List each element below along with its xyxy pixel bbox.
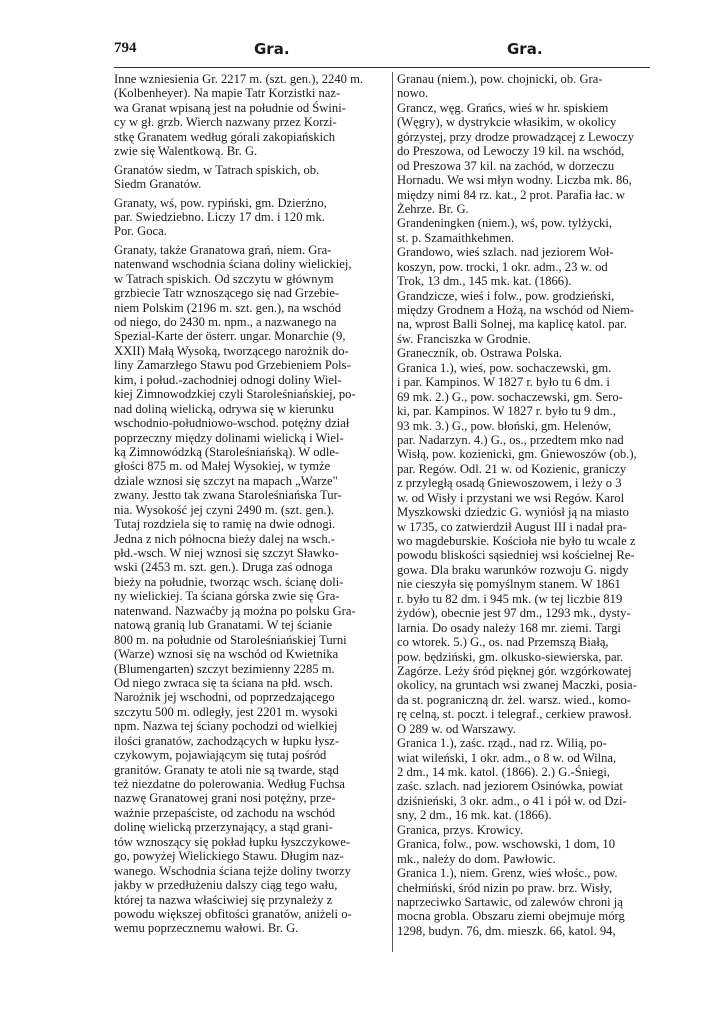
text-line: Granaty, także Granatowa grań, niem. Gra- [114, 242, 332, 257]
text-line: powodu bliskości sąsiedniej wsi kościelnej Re- [397, 548, 635, 563]
text-line: 69 mk. 2.) G., pow. sochaczewski, gm. Sero- [397, 389, 623, 404]
text-line: Granau (niem.), pow. chojnicki, ob. Gra- [397, 72, 603, 86]
text-line: na, wprost Balli Solnej, ma kaplicę katol. par. [397, 317, 627, 332]
text-line: Siedm Granatów. [114, 177, 202, 192]
text-line: powodu większej obfitości granatów, aniżeli o- [114, 906, 352, 921]
text-line: okolicy, na gruntach wsi zwanej Maczki, posia- [397, 678, 637, 693]
text-line: w Tatrach spiskich. Od szczytu w głównym [114, 271, 334, 286]
text-line: jakby w przedłużeniu dalszy ciąg tego wału, [114, 878, 338, 893]
text-line: granitów. Granaty te atoli nie są twarde, stąd [114, 762, 339, 777]
text-line: ką Zimnowódzką (Staroleśniańską). W odle- [114, 444, 340, 459]
text-line: mk., należy do dom. Pawłowic. [397, 851, 556, 866]
text-line: tów wznoszący się pokład łupku łyszczykowe- [114, 834, 351, 849]
text-line: natenwand. Nazwaćby ją można po polsku Gra- [114, 603, 356, 618]
text-line: ki, par. Kampinos. W 1827 r. było tu 9 dm., [397, 404, 616, 419]
text-line: mocna grobla. Obszaru ziemi obejmuje mórg [397, 909, 625, 924]
text-line: Spezial-Karte der österr. ungar. Monarchie (9, [114, 329, 346, 344]
text-line: Zagórze. Leży śród pięknej gór. wzgórkowatej [397, 663, 632, 678]
text-line: Granica 1.), zaśc. rząd., nad rz. Wilią, po- [397, 736, 607, 751]
text-line: wanego. Wschodnia ściana tejże doliny tworzy [114, 863, 351, 878]
text-line: Granica, przys. Krowicy. [397, 822, 524, 837]
text-line: 800 m. na południe od Staroleśniańskiej Turni [114, 632, 347, 647]
text-line: poprzeczny między dolinami wielicką i Wiel- [114, 430, 344, 445]
text-line: larnia. Do osady należy 168 mr. ziemi. Targi [397, 620, 621, 635]
text-line: bieży na południe, tworząc wsch. ścianę doli- [114, 574, 344, 589]
text-line: zwie się Walentkową. Br. G. [114, 144, 258, 159]
text-line: 1298, budyn. 76, dm. mieszk. 66, katol. 94, [397, 923, 616, 938]
text-line: (Blumengarten) szczyt bezimienny 2285 m. [114, 661, 335, 676]
text-line: kim, i połud.-zachodniej odnogi doliny Wiel- [114, 372, 342, 387]
text-line: dziśnieński, 3 okr. adm., o 41 i pół w. od Dzi- [397, 793, 627, 808]
text-line: nazwę Granatowej grani nosi potężny, prze- [114, 791, 336, 806]
text-line: pow. będziński, gm. olkusko-siewierska, par. [397, 649, 624, 664]
text-line: nie cieszyła się pomyślnym stanem. W 1861 [397, 577, 621, 592]
text-line: XXII) Małą Wysoką, tworzącego narożnik do- [114, 343, 349, 358]
text-line: zaśc. szlach. nad jeziorem Osinówka, powiat [397, 779, 623, 794]
text-line: O 289 w. od Warszawy. [397, 721, 516, 736]
text-line: w 1735, co zatwierdził August III i nadał pra- [397, 519, 627, 534]
text-line: 93 mk. 3.) G., pow. błoński, gm. Helenów, [397, 418, 612, 433]
text-line: wschodnio-południowo-wschod. potężny dział [114, 416, 350, 431]
text-line: Tutaj rozdziela się to ramię na dwie odnogi. [114, 517, 336, 532]
text-line: par. Swiedziebno. Liczy 17 dm. i 120 mk. [114, 209, 325, 224]
text-line: i par. Kampinos. W 1827 r. było tu 6 dm. i [397, 375, 610, 390]
text-line: Granica 1.), wieś, pow. sochaczewski, gm. [397, 360, 612, 375]
text-line: Od niego zwraca się ta ściana na płd. wsch. [114, 675, 333, 690]
text-line: też niezdatne do polerowania. Według Fuchsa [114, 777, 345, 791]
text-line: Grandzicze, wieś i folw., pow. grodzieński, [397, 288, 615, 303]
text-line: nad doliną wielicką, odrywa się w kierunku [114, 401, 334, 416]
text-line: wiat wileński, 1 okr. adm., o 8 w. od Wilna, [397, 750, 617, 765]
text-line: npm. Nazwa tej ściany pochodzi od wielkiej [114, 719, 338, 734]
text-line: szczytu 500 m. odległy, jest 2201 m. wysoki [114, 704, 338, 719]
text-line: wo magdeburskie. Kościoła nie było tu wcale z [397, 534, 636, 548]
text-line: liny Zamarzłego Stawu pod Grzebieniem Pols- [114, 358, 351, 373]
text-line: Wisłą, pow. kozienicki, gm. Gniewoszów (ob.), [397, 447, 637, 462]
text-line: naprzeciwko Sartawic, od zalewów chroni ją [397, 894, 623, 909]
text-line: ważnie przepaściste, od zachodu na wschód [114, 805, 335, 820]
text-line: Jedna z nich północna bieży dalej na wsch.- [114, 531, 336, 546]
left-column [114, 72, 393, 952]
text-line: górzystej, przy drodze prowadzącej z Lewoczy [397, 129, 635, 144]
text-line: natenwand wschodnia ściana doliny wielickiej, [114, 257, 352, 272]
text-line: od niego, do 2430 m. npm., a nazwanego na [114, 315, 337, 329]
text-line: czykowym, pojawiającym się tutaj pośród [114, 748, 327, 763]
text-line: żydów), obecnie jest 97 dm., 1293 mk., dysty- [397, 606, 631, 621]
text-line: koszyn, pow. trocki, 1 okr. adm., 23 w. od [397, 259, 608, 274]
text-line: od Preszowa 37 kil. na zachód, w dorzeczu [397, 158, 615, 173]
running-head-left: Gra. [254, 40, 290, 58]
header-rule [114, 67, 650, 68]
text-line: Żehrze. Br. G. [397, 201, 469, 216]
right-column [397, 72, 655, 938]
text-line: cy w gł. grzb. Wierch nazwany przez Korzi- [114, 115, 337, 130]
text-line: z przyległą osadą Gniewoszowem, i leży o 3 [397, 476, 622, 491]
text-line: grzbiecie Tatr wznoszącego się nad Grzebie- [114, 286, 340, 301]
text-line: w. od Wisły i przystani we wsi Regów. Karol [397, 490, 625, 505]
text-line: dziale wznosi się szczyt na mapach „Warze" [114, 473, 338, 488]
text-line: Hornadu. We wsi młyn wodny. Liczba mk. 86, [397, 173, 632, 188]
text-line: wa Granat wpisaną jest na południe od Świni- [114, 100, 346, 115]
text-line: kiej Zimnowodzkiej czyli Staroleśniańskiej, po- [114, 387, 356, 402]
text-line: dolinę wielicką przerzynający, a stąd grani- [114, 820, 333, 835]
text-line: Narożnik jej wschodni, od poprzedzającego [114, 690, 335, 705]
text-line: ilości granatów, zachodzących w łupku łysz- [114, 733, 340, 748]
text-line: płd.-wsch. W niej wznosi się szczyt Sławko- [114, 546, 339, 560]
text-line: zwany. Jestto tak zwana Staroleśniańska Tur- [114, 488, 342, 503]
text-line: stkę Granatem według górali zakopiańskich [114, 129, 336, 144]
text-line: wski (2453 m. szt. gen.). Druga zaś odnoga [114, 560, 333, 575]
text-line: sny, 2 dm., 16 mk. kat. (1866). [397, 808, 552, 823]
text-line: nia. Wysokość jej czyni 2490 m. (szt. gen.). [114, 502, 335, 517]
text-line: której ta nazwa właściwiej się przynależy z [114, 892, 333, 907]
text-line: głości 875 m. od Małej Wysokiej, w tymże [114, 459, 331, 474]
text-line: Graneczník, ob. Ostrawa Polska. [397, 346, 563, 361]
text-line: natową granią lub Granatami. W tej ścianie [114, 618, 333, 633]
text-line: co wtorek. 5.) G., os. nad Przemszą Białą, [397, 635, 609, 650]
text-line: Grandowo, wieś szlach. nad jeziorem Woł- [397, 245, 614, 260]
text-line: nowo. [397, 86, 429, 101]
text-line: (Kolbenheyer). Na mapie Tatr Korzistki naz- [114, 86, 341, 101]
text-line: par. Nadarzyn. 4.) G., os., przedtem mko nad [397, 432, 624, 447]
text-line: między nimi 84 rz. kat., 2 prot. Parafia łac. w [397, 187, 626, 202]
text-line: Granatów siedm, w Tatrach spiskich, ob. [114, 162, 320, 177]
text-line: st. p. Szamaithkehmen. [397, 230, 515, 245]
text-line: 2 dm., 14 mk. katol. (1866). 2.) G.-Śniegi, [397, 765, 611, 779]
text-line: ny wielickiej. Ta ściana górska zwie się Gra- [114, 589, 340, 604]
text-line: Grancz, węg. Grańcs, wieś w hr. spiskiem [397, 100, 609, 115]
text-line: Granica 1.), niem. Grenz, wieś włośc., pow. [397, 866, 618, 881]
text-line: między Grodnem a Hożą, na wschód od Niem- [397, 303, 635, 317]
text-line: Myszkowski dziedzic G. wyniósł ją na miasto [397, 505, 629, 520]
text-line: niem Polskim (2196 m. szt. gen.), na wschód [114, 300, 342, 315]
text-line: Inne wzniesienia Gr. 2217 m. (szt. gen.), 2240 m. [114, 72, 364, 86]
text-line: do Preszowa, od Lewoczy 19 kil. na wschód, [397, 144, 625, 159]
text-line: Granica, folw., pow. wschowski, 1 dom, 10 [397, 837, 616, 852]
page-header [114, 40, 650, 62]
text-line: gowa. Dla braku warunków rozwoju G. nigdy [397, 562, 629, 577]
text-line: rę celną, st. poczt. i telegraf., cerkiew prawosł. [397, 707, 632, 722]
text-line: Granaty, wś, pow. rypiński, gm. Dzierżno, [114, 195, 327, 210]
text-line: chełmiński, śród nizin po praw. brz. Wisły, [397, 880, 613, 895]
text-line: Grandeningken (niem.), wś, pow. tylżycki, [397, 216, 612, 231]
text-line: r. było tu 82 dm. i 945 mk. (w tej liczbie 819 [397, 591, 623, 606]
text-line: Por. Goca. [114, 224, 167, 239]
text-line: Trok, 13 dm., 145 mk. kat. (1866). [397, 274, 572, 289]
text-line: (Węgry), w dystrykcie własikim, w okolicy [397, 115, 617, 130]
text-line: go, powyżej Wielickiego Stawu. Długim naz- [114, 849, 344, 864]
running-head-right: Gra. [507, 40, 543, 58]
text-line: (Warze) wznosi się na wschód od Kwietnika [114, 647, 339, 662]
text-line: wemu poprzecznemu wałowi. Br. G. [114, 921, 299, 936]
page-number: 794 [114, 40, 137, 56]
text-line: św. Franciszka w Grodnie. [397, 331, 531, 346]
text-line: da st. pograniczną dr. żel. warsz. wied., komo- [397, 692, 631, 707]
text-line: par. Regów. Odl. 21 w. od Kozienic, graniczy [397, 461, 627, 476]
